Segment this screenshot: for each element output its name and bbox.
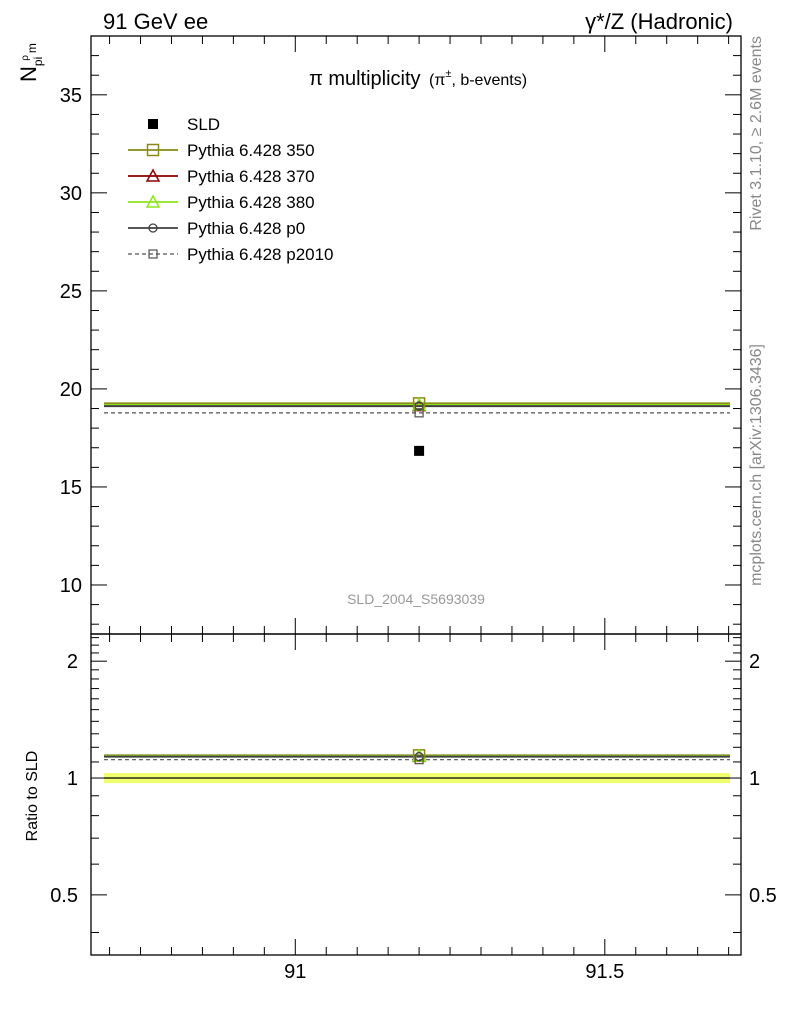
x-tick-label: 91.5 bbox=[585, 961, 625, 983]
y-axis-label: $N_{pi}\rho_m$ bbox=[16, 43, 45, 82]
main-y-tick-label: 15 bbox=[59, 476, 82, 499]
x-tick-label: 91 bbox=[284, 961, 307, 983]
header-left-label: 91 GeV ee bbox=[103, 9, 209, 34]
data-point-marker bbox=[414, 446, 424, 456]
main-y-tick-label: 20 bbox=[59, 378, 82, 401]
legend-label: Pythia 6.428 380 bbox=[187, 193, 315, 212]
header-right-label: γ*/Z (Hadronic) bbox=[585, 9, 733, 34]
main-panel bbox=[16, 36, 741, 634]
ratio-ticks bbox=[50, 634, 777, 983]
main-y-ticks bbox=[60, 36, 741, 634]
ratio-y-tick-label-right: 1 bbox=[749, 768, 761, 791]
main-y-tick-label: 35 bbox=[59, 84, 82, 107]
main-y-tick-label: 10 bbox=[59, 574, 82, 597]
ratio-y-tick-label-left: 0.5 bbox=[50, 884, 78, 907]
rivet-label: Rivet 3.1.10, ≥ 2.6M events bbox=[748, 36, 765, 231]
main-title: π multiplicity (π±, b-events) bbox=[308, 68, 528, 90]
legend-data-marker bbox=[148, 119, 158, 129]
main-y-tick-label: 30 bbox=[59, 182, 82, 205]
ratio-y-tick-label-left: 1 bbox=[66, 768, 78, 791]
legend-label: Pythia 6.428 350 bbox=[187, 141, 315, 160]
ratio-y-tick-label-right: 2 bbox=[749, 651, 761, 674]
main-y-tick-label: 25 bbox=[59, 280, 82, 303]
ratio-y-tick-label-right: 0.5 bbox=[749, 884, 777, 907]
legend bbox=[128, 115, 334, 264]
ratio-y-axis-label: Ratio to SLD bbox=[24, 750, 41, 842]
legend-data-label: SLD bbox=[187, 115, 221, 134]
ratio-frame bbox=[91, 634, 741, 955]
ratio-panel bbox=[24, 634, 777, 983]
legend-label: Pythia 6.428 p0 bbox=[187, 219, 306, 238]
legend-label: Pythia 6.428 p2010 bbox=[187, 245, 334, 264]
legend-label: Pythia 6.428 370 bbox=[187, 167, 315, 186]
mcplots-label: mcplots.cern.ch [arXiv:1306.3436] bbox=[748, 344, 765, 586]
ratio-y-tick-label-left: 2 bbox=[66, 651, 78, 674]
analysis-id-label: SLD_2004_S5693039 bbox=[347, 591, 485, 607]
